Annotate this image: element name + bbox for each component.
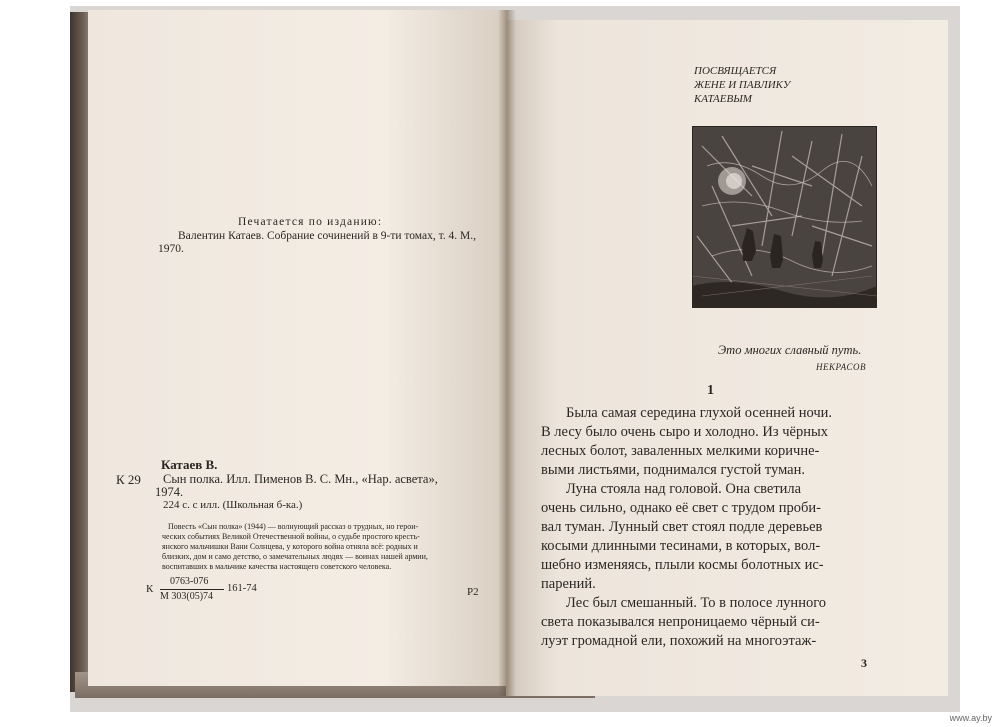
body-line: выми листьями, поднимался густой туман. [541, 462, 805, 478]
watermark: www.ay.by [949, 713, 992, 723]
annotation-line: близких, дом и само детство, о замечательных людях — воинах нашей армии, [162, 552, 428, 561]
printed-from-line-2: 1970. [158, 243, 184, 255]
code-right: Р2 [467, 586, 479, 598]
body-line: луэт громадной ели, похожий на многоэтаж- [541, 633, 817, 649]
dedication-line: ПОСВЯЩАЕТСЯ [694, 65, 777, 77]
book-title-line-1: Сын полка. Илл. Пименов В. С. Мн., «Нар. асвета», [163, 472, 438, 486]
dedication-line: КАТАЕВЫМ [694, 93, 752, 105]
code-numerator: 0763-076 [170, 576, 209, 587]
epigraph: Это многих славный путь. [718, 343, 862, 357]
code-suffix: 161-74 [227, 583, 257, 594]
body-line: лесных болот, заваленных мелкими коричне- [541, 443, 820, 459]
body-line: очень сильно, однако её свет с трудом проби- [541, 500, 821, 516]
annotation-line: Повесть «Сын полка» (1944) — волнующий рассказ о трудных, но герои- [168, 522, 419, 531]
code-prefix: К [146, 583, 154, 595]
body-line: Луна стояла над головой. Она светила [566, 481, 802, 497]
code-denominator: М 303(05)74 [160, 591, 214, 602]
forest-illustration [692, 126, 877, 308]
body-line: В лесу было очень сыро и холодно. Из чёрных [541, 424, 828, 440]
body-line: света показывался непроницаемо чёрный си- [541, 614, 820, 630]
printed-from-line-1: Валентин Катаев. Собрание сочинений в 9-ти томах, т. 4. М., [178, 230, 477, 242]
chapter-number: 1 [707, 383, 714, 398]
code-fraction-line [160, 589, 224, 590]
page-number: 3 [861, 656, 867, 670]
annotation-line: ческих событиях Великой Отечественной войны, о судьбе простого кресть- [162, 532, 420, 541]
body-line: косыми длинными тесинами, в которых, вол- [541, 538, 821, 554]
book-title-line-2: 1974. [155, 485, 184, 499]
dedication-line: ЖЕНЕ И ПАВЛИКУ [694, 79, 791, 91]
pages-info: 224 с. с илл. (Школьная б-ка.) [163, 499, 303, 511]
book-gutter [498, 10, 516, 696]
body-line: вал туман. Лунный свет стоял подле деревьев [541, 519, 823, 535]
body-line: Была самая середина глухой осенней ночи. [566, 405, 833, 421]
body-line: шебно изменяясь, плыли космы болотных ис- [541, 557, 824, 573]
annotation-line: янского мальчишки Вани Солнцева, у которого война отняла всё: родных и [162, 542, 418, 551]
body-line: Лес был смешанный. То в полосе лунного [566, 595, 827, 611]
epigraph-author: НЕКРАСОВ [816, 362, 866, 372]
body-line: парений. [541, 576, 596, 592]
printed-from-title: Печатается по изданию: [238, 216, 383, 228]
author-name: Катаев В. [161, 457, 218, 472]
annotation-line: воспитавших в мальчике качества настоящего советского человека. [162, 562, 392, 571]
catalog-code: К 29 [116, 472, 141, 487]
